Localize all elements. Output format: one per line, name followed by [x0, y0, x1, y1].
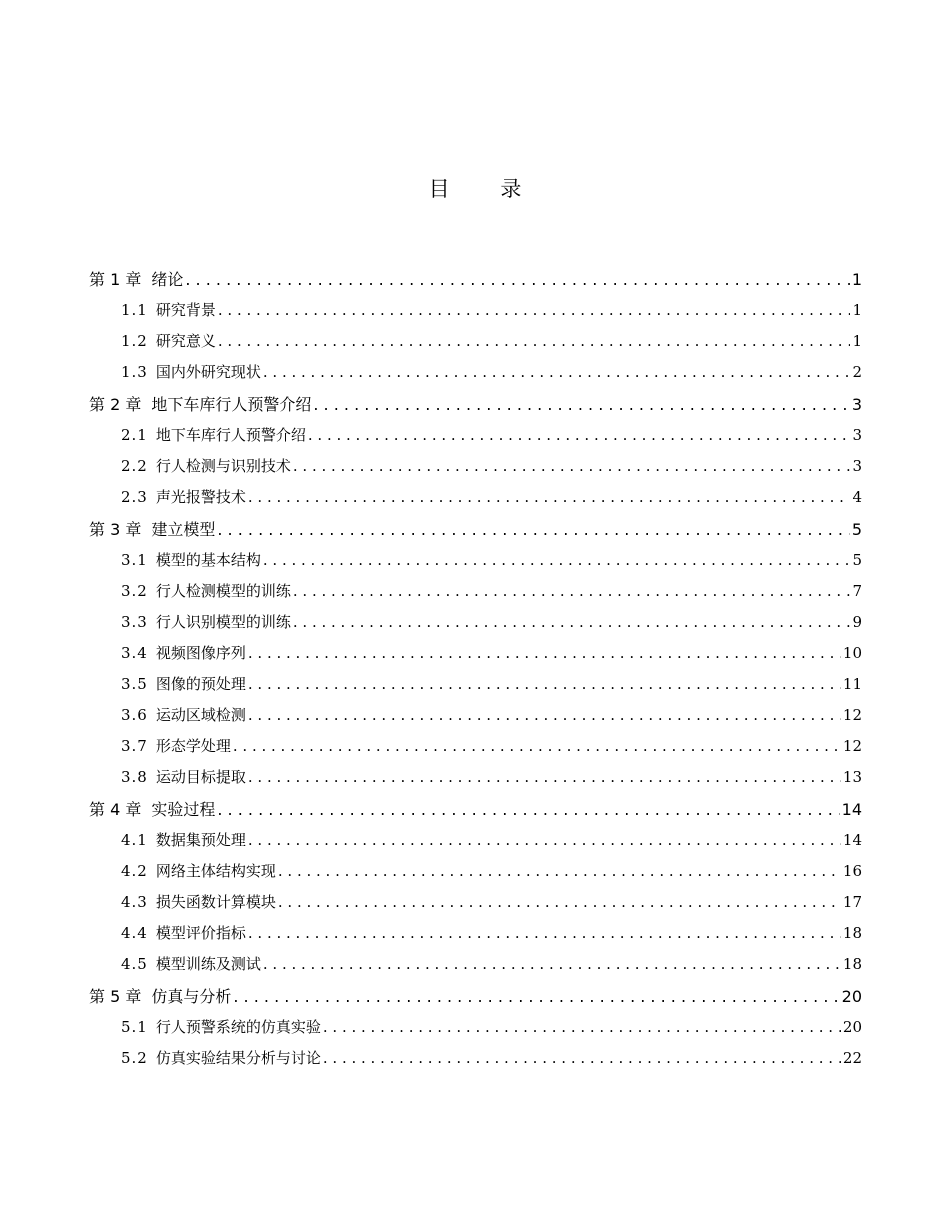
- toc-chapter-row[interactable]: [89, 981, 862, 1012]
- toc-section-row[interactable]: [89, 451, 862, 482]
- toc-entry-number: 4.4: [121, 924, 148, 942]
- toc-entry-title: 行人检测与识别技术: [155, 457, 291, 475]
- toc-page-number: 5: [852, 551, 862, 569]
- toc-entry-label: [121, 545, 261, 576]
- toc-entry-number: 2.3: [121, 488, 148, 506]
- toc-entry-label: [121, 451, 291, 482]
- dot-leader: [248, 918, 841, 949]
- toc-entry-number: 1.1: [121, 301, 148, 319]
- toc-page-number: 3: [851, 395, 862, 414]
- toc-page-number: 13: [842, 768, 862, 786]
- toc-entry-title: 形态学处理: [155, 737, 231, 755]
- toc-section-row[interactable]: [89, 1043, 862, 1074]
- toc-entry-label: [89, 389, 311, 420]
- toc-entry-title: 研究意义: [155, 332, 216, 350]
- toc-entry-label: [121, 825, 246, 856]
- toc-page-number: 18: [842, 924, 862, 942]
- toc-page-number: 11: [842, 675, 862, 693]
- toc-entry-label: [121, 357, 261, 388]
- toc-entry-label: [121, 949, 261, 980]
- toc-section-row[interactable]: [89, 825, 862, 856]
- toc-page-number: 12: [842, 737, 862, 755]
- toc-section-row[interactable]: [89, 918, 862, 949]
- dot-leader: [248, 762, 841, 793]
- toc-entry-title: 行人识别模型的训练: [155, 613, 291, 631]
- toc-page-number: 1: [851, 270, 862, 289]
- toc-page-number: 20: [841, 987, 862, 1006]
- toc-page-number: 1: [852, 332, 862, 350]
- toc-entry-label: [121, 700, 246, 731]
- toc-entry-number: 3.4: [121, 644, 148, 662]
- toc-entry-label: [121, 887, 276, 918]
- dot-leader: [233, 981, 839, 1012]
- toc-entry-title: 研究背景: [155, 301, 216, 319]
- dot-leader: [248, 638, 841, 669]
- toc-entry-title: 图像的预处理: [155, 675, 246, 693]
- dot-leader: [217, 794, 839, 825]
- toc-page-number: 5: [851, 520, 862, 539]
- toc-page-number: 1: [852, 301, 862, 319]
- toc-entry-number: 2.2: [121, 457, 148, 475]
- toc-entry-number: 第 1 章: [89, 270, 142, 289]
- dot-leader: [293, 576, 851, 607]
- toc-entry-title: 数据集预处理: [155, 831, 246, 849]
- toc-entry-number: 3.8: [121, 768, 148, 786]
- dot-leader: [293, 607, 851, 638]
- dot-leader: [248, 825, 841, 856]
- toc-entry-label: [89, 981, 231, 1012]
- dot-leader: [248, 669, 841, 700]
- toc-page-number: 14: [841, 800, 862, 819]
- toc-entry-label: [121, 1043, 321, 1074]
- toc-entry-number: 3.2: [121, 582, 148, 600]
- toc-section-row[interactable]: [89, 638, 862, 669]
- toc-entry-label: [121, 731, 231, 762]
- toc-entry-title: 行人检测模型的训练: [155, 582, 291, 600]
- toc-entry-title: 仿真与分析: [151, 987, 232, 1006]
- toc-entry-label: [121, 420, 306, 451]
- dot-leader: [218, 326, 851, 357]
- dot-leader: [263, 949, 841, 980]
- dot-leader: [248, 700, 841, 731]
- toc-entry-label: [89, 794, 215, 825]
- toc-page-number: 20: [842, 1018, 862, 1036]
- dot-leader: [217, 514, 849, 545]
- toc-chapter-row[interactable]: [89, 389, 862, 420]
- toc-entry-label: [89, 264, 183, 295]
- table-of-contents: [89, 264, 862, 1074]
- toc-entry-label: [121, 326, 216, 357]
- toc-section-row[interactable]: [89, 731, 862, 762]
- page-title: 目 录: [428, 177, 544, 201]
- toc-entry-title: 地下车库行人预警介绍: [151, 395, 312, 414]
- toc-entry-title: 行人预警系统的仿真实验: [155, 1018, 321, 1036]
- dot-leader: [323, 1012, 841, 1043]
- toc-page-number: 2: [852, 363, 862, 381]
- toc-entry-title: 仿真实验结果分析与讨论: [155, 1049, 321, 1067]
- toc-entry-number: 4.2: [121, 862, 148, 880]
- toc-section-row[interactable]: [89, 295, 862, 326]
- toc-entry-label: [121, 1012, 321, 1043]
- toc-entry-number: 第 2 章: [89, 395, 142, 414]
- toc-entry-title: 地下车库行人预警介绍: [155, 426, 306, 444]
- toc-page-number: 16: [842, 862, 862, 880]
- toc-entry-title: 损失函数计算模块: [155, 893, 276, 911]
- toc-entry-title: 模型训练及测试: [155, 955, 261, 973]
- toc-entry-label: [121, 762, 246, 793]
- toc-entry-title: 国内外研究现状: [155, 363, 261, 381]
- toc-page-number: 9: [852, 613, 862, 631]
- toc-entry-label: [121, 918, 246, 949]
- toc-page-number: 10: [842, 644, 862, 662]
- dot-leader: [185, 264, 849, 295]
- toc-entry-title: 视频图像序列: [155, 644, 246, 662]
- dot-leader: [278, 856, 841, 887]
- toc-entry-title: 运动区域检测: [155, 706, 246, 724]
- toc-section-row[interactable]: [89, 482, 862, 513]
- toc-page-number: 4: [852, 488, 862, 506]
- toc-entry-number: 4.5: [121, 955, 148, 973]
- toc-entry-number: 3.5: [121, 675, 148, 693]
- dot-leader: [248, 482, 851, 513]
- toc-entry-title: 网络主体结构实现: [155, 862, 276, 880]
- toc-page-number: 7: [852, 582, 862, 600]
- dot-leader: [278, 887, 841, 918]
- toc-entry-title: 模型的基本结构: [155, 551, 261, 569]
- toc-chapter-row[interactable]: [89, 794, 862, 825]
- toc-entry-number: 5.1: [121, 1018, 148, 1036]
- toc-entry-title: 模型评价指标: [155, 924, 246, 942]
- toc-entry-title: 声光报警技术: [155, 488, 246, 506]
- toc-entry-label: [121, 607, 291, 638]
- toc-section-row[interactable]: [89, 357, 862, 388]
- toc-section-row[interactable]: [89, 669, 862, 700]
- toc-section-row[interactable]: [89, 949, 862, 980]
- toc-page-number: 14: [842, 831, 862, 849]
- toc-section-row[interactable]: [89, 1012, 862, 1043]
- dot-leader: [233, 731, 841, 762]
- toc-entry-number: 第 4 章: [89, 800, 142, 819]
- toc-entry-title: 运动目标提取: [155, 768, 246, 786]
- toc-page-number: 3: [852, 426, 862, 444]
- toc-section-row[interactable]: [89, 887, 862, 918]
- toc-entry-number: 2.1: [121, 426, 148, 444]
- dot-leader: [308, 420, 851, 451]
- toc-section-row[interactable]: [89, 700, 862, 731]
- toc-section-row[interactable]: [89, 420, 862, 451]
- toc-section-row[interactable]: [89, 545, 862, 576]
- toc-section-row[interactable]: [89, 326, 862, 357]
- toc-entry-number: 5.2: [121, 1049, 148, 1067]
- dot-leader: [323, 1043, 841, 1074]
- toc-entry-label: [89, 514, 215, 545]
- toc-entry-label: [121, 856, 276, 887]
- toc-entry-number: 4.1: [121, 831, 148, 849]
- toc-entry-label: [121, 638, 246, 669]
- toc-entry-number: 1.2: [121, 332, 148, 350]
- dot-leader: [293, 451, 851, 482]
- toc-page-number: 22: [842, 1049, 862, 1067]
- toc-entry-number: 3.1: [121, 551, 148, 569]
- toc-entry-title: 实验过程: [151, 800, 216, 819]
- toc-page-number: 18: [842, 955, 862, 973]
- toc-chapter-row[interactable]: [89, 514, 862, 545]
- toc-entry-number: 3.3: [121, 613, 148, 631]
- toc-entry-title: 绪论: [151, 270, 184, 289]
- toc-section-row[interactable]: [89, 762, 862, 793]
- dot-leader: [263, 357, 851, 388]
- toc-entry-number: 4.3: [121, 893, 148, 911]
- toc-page-number: 12: [842, 706, 862, 724]
- dot-leader: [263, 545, 851, 576]
- toc-page-number: 3: [852, 457, 862, 475]
- toc-entry-label: [121, 295, 216, 326]
- toc-entry-title: 建立模型: [151, 520, 216, 539]
- toc-entry-number: 第 5 章: [89, 987, 142, 1006]
- toc-entry-number: 第 3 章: [89, 520, 142, 539]
- toc-entry-number: 1.3: [121, 363, 148, 381]
- toc-entry-label: [121, 669, 246, 700]
- toc-page-number: 17: [842, 893, 862, 911]
- toc-section-row[interactable]: [89, 856, 862, 887]
- toc-entry-number: 3.7: [121, 737, 148, 755]
- toc-section-row[interactable]: [89, 607, 862, 638]
- dot-leader: [313, 389, 849, 420]
- toc-chapter-row[interactable]: [89, 264, 862, 295]
- toc-section-row[interactable]: [89, 576, 862, 607]
- toc-entry-number: 3.6: [121, 706, 148, 724]
- toc-entry-label: [121, 576, 291, 607]
- toc-entry-label: [121, 482, 246, 513]
- dot-leader: [218, 295, 851, 326]
